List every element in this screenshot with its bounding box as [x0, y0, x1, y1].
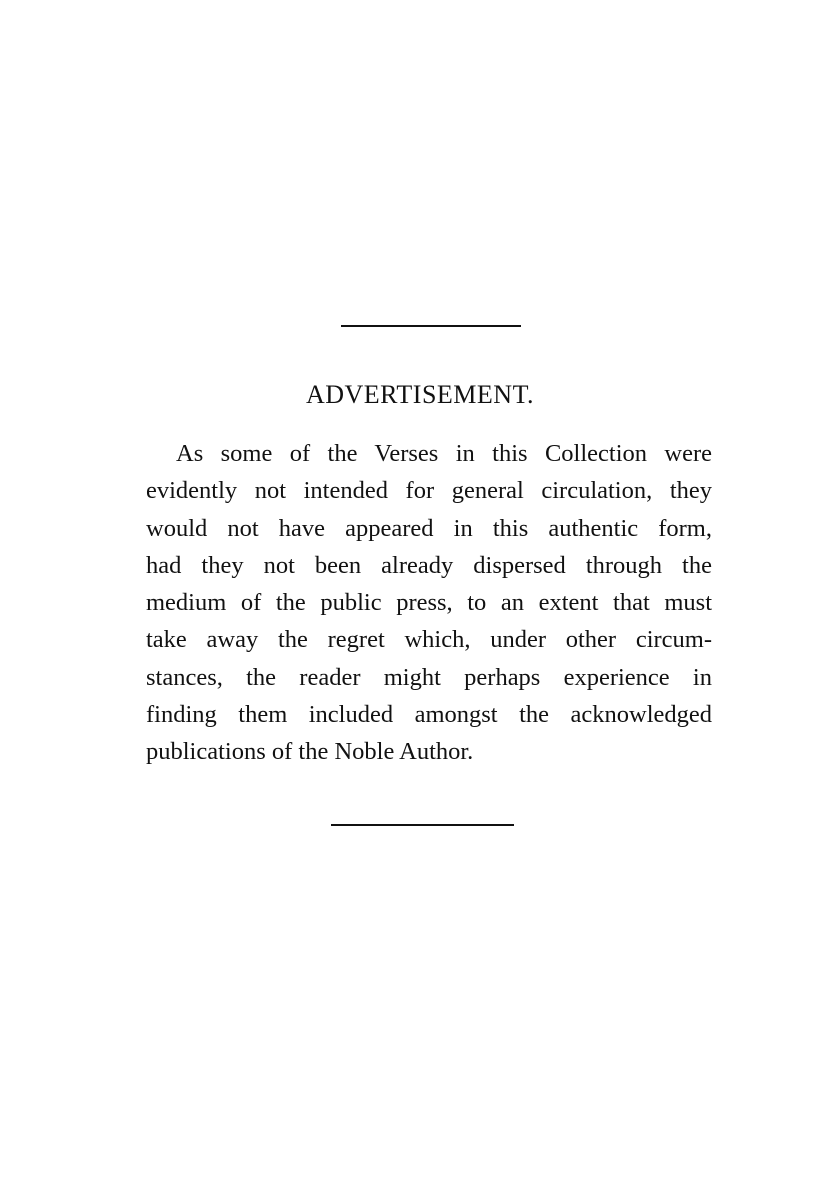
paragraph-line: stances, the reader might perhaps experience in [146, 663, 712, 691]
paragraph-line: medium of the public press, to an extent that must [146, 589, 712, 617]
paragraph-line: evidently not intended for general circulation, they [146, 477, 712, 505]
paragraph-line: publications of the Noble Author. [146, 738, 474, 766]
advertisement-paragraph [146, 435, 712, 771]
paragraph-line: finding them included amongst the acknowledged [146, 701, 712, 729]
top-rule [341, 325, 521, 327]
paragraph-line: take away the regret which, under other circum- [146, 626, 712, 654]
paragraph-line: would not have appeared in this authentic form, [146, 514, 712, 542]
page-heading: ADVERTISEMENT. [305, 380, 535, 409]
paragraph-line: had they not been already dispersed through the [146, 551, 712, 579]
paragraph-line: As some of the Verses in this Collection were [176, 440, 712, 467]
bottom-rule [331, 824, 514, 826]
